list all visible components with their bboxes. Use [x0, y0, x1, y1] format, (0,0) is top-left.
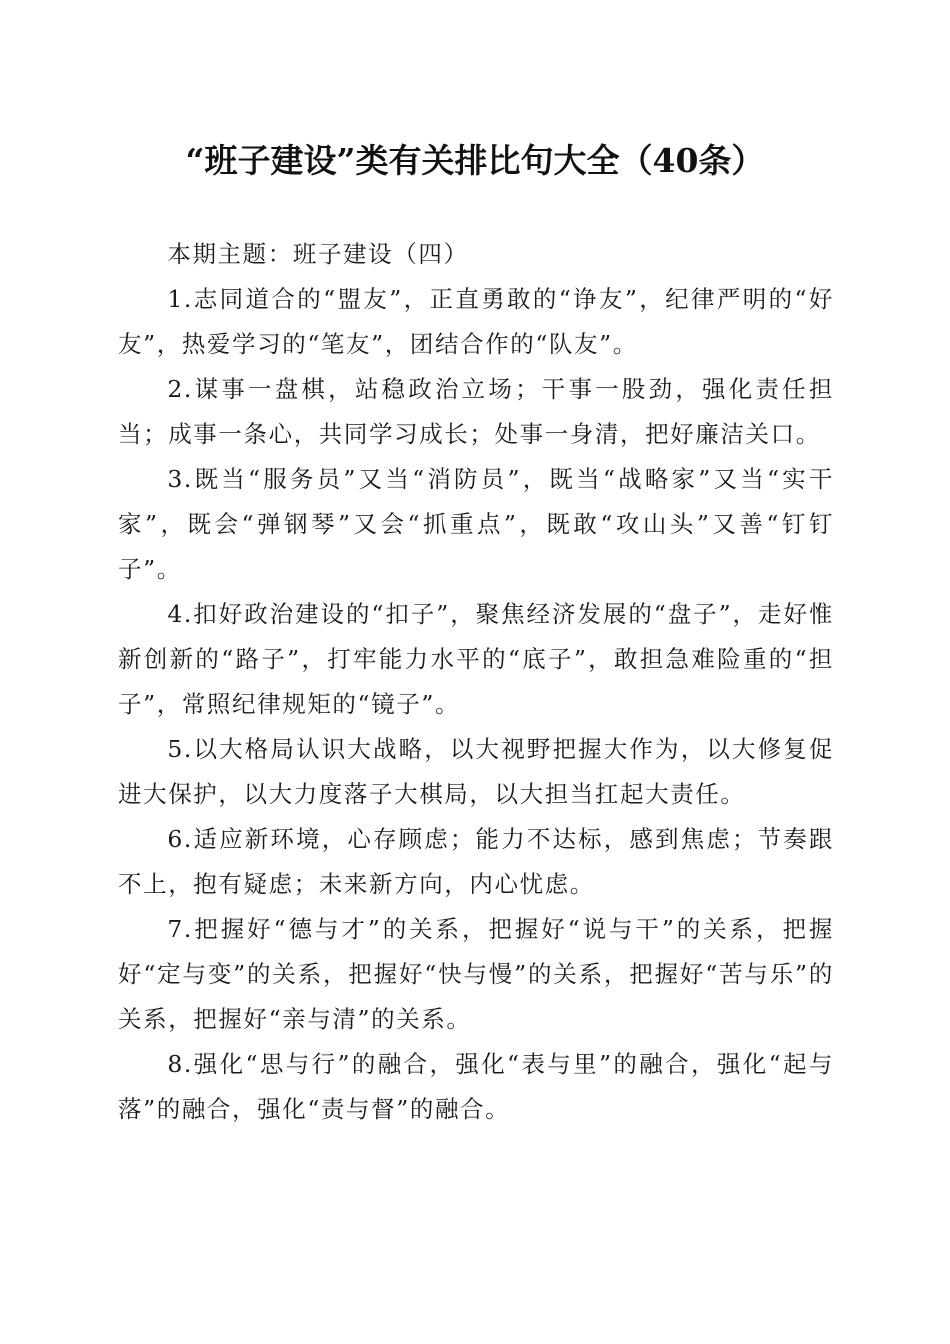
document-title: “班子建设”类有关排比句大全（40条）: [185, 141, 765, 180]
list-item: 5.以大格局认识大战略，以大视野把握大作为，以大修复促进大保护，以大力度落子大棋局，以大担当扛起大责任。: [118, 735, 834, 808]
list-item: 4.扣好政治建设的“扣子”，聚焦经济发展的“盘子”，走好惟新创新的“路子”，打牢能力水平的“底子”，敢担急难险重的“担子”，常照纪律规矩的“镜子”。: [118, 600, 834, 718]
list-item: 7.把握好“德与才”的关系，把握好“说与干”的关系，把握好“定与变”的关系，把握好“快与慢”的关系，把握好“苦与乐”的关系，把握好“亲与清”的关系。: [118, 915, 834, 1033]
list-item: 6.适应新环境，心存顾虑；能力不达标，感到焦虑；节奏跟不上，抱有疑虑；未来新方向，内心忧虑。: [118, 825, 834, 898]
list-item: 8.强化“思与行”的融合，强化“表与里”的融合，强化“起与落”的融合，强化“责与督”的融合。: [118, 1050, 834, 1123]
list-item: 3.既当“服务员”又当“消防员”，既当“战略家”又当“实干家”，既会“弹钢琴”又会“抓重点”，既敢“攻山头”又善“钉钉子”。: [118, 465, 834, 583]
list-item: 1.志同道合的“盟友”，正直勇敢的“诤友”，纪律严明的“好友”，热爱学习的“笔友”，团结合作的“队友”。: [118, 285, 834, 358]
document-body: [118, 232, 834, 1132]
theme-line: 本期主题：班子建设（四）: [167, 240, 469, 268]
list-item: 2.谋事一盘棋，站稳政治立场；干事一股劲，强化责任担当；成事一条心，共同学习成长；处事一身清，把好廉洁关口。: [118, 375, 834, 448]
